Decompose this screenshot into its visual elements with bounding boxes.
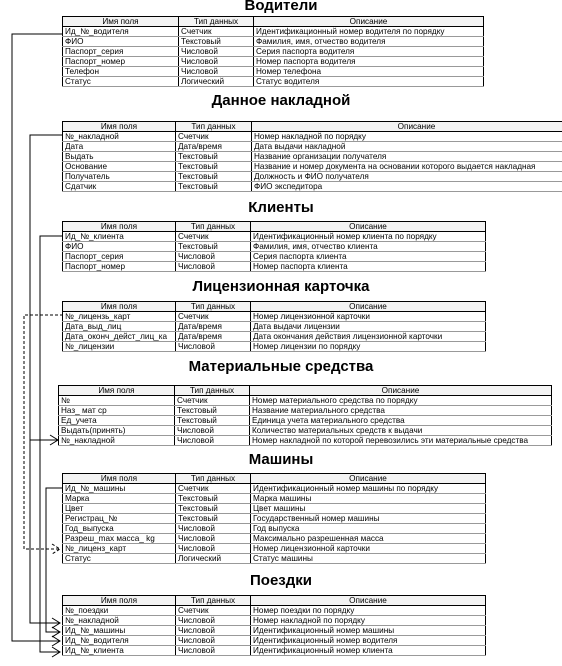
- col-field-name: Имя поля: [63, 222, 176, 232]
- table-row: [59, 406, 552, 416]
- table-row: [63, 646, 486, 656]
- field-type: Текстовый: [175, 416, 250, 426]
- field-description: Год выпуска: [251, 524, 486, 534]
- field-description: Номер лицензионной карточки: [251, 312, 486, 322]
- col-data-type: Тип данных: [179, 17, 254, 27]
- field-description: Государственный номер машины: [251, 514, 486, 524]
- field-name: Паспорт_серия: [63, 47, 179, 57]
- table-row: [63, 342, 486, 352]
- field-name: №: [59, 396, 175, 406]
- col-data-type: Тип данных: [176, 596, 251, 606]
- table-row: [63, 47, 484, 57]
- field-name: ФИО: [63, 37, 179, 47]
- field-description: Единица учета материального средства: [250, 416, 552, 426]
- field-description: Номер накладной по порядку: [251, 616, 486, 626]
- col-description: Описание: [250, 386, 552, 396]
- field-description: Идентификационный номер клиента по порядку: [251, 232, 486, 242]
- field-description: Максимально разрешенная масса: [251, 534, 486, 544]
- field-name: Ед_учета: [59, 416, 175, 426]
- field-name: Наз_ мат ср: [59, 406, 175, 416]
- field-name: Основание: [63, 162, 176, 172]
- header-row: [59, 386, 552, 396]
- field-description: Номер паспорта водителя: [254, 57, 484, 67]
- header-row: [63, 596, 486, 606]
- header-row: [63, 222, 486, 232]
- field-type: Числовой: [179, 47, 254, 57]
- field-description: Фамилия, имя, отчество водителя: [254, 37, 484, 47]
- col-field-name: Имя поля: [63, 302, 176, 312]
- fields-table: [62, 473, 486, 564]
- col-field-name: Имя поля: [63, 474, 176, 484]
- table-row: [63, 57, 484, 67]
- field-type: Текстовый: [176, 242, 251, 252]
- field-description: Статус водителя: [254, 77, 484, 87]
- table-row: [63, 494, 486, 504]
- field-name: №_лицензии: [63, 342, 176, 352]
- col-data-type: Тип данных: [176, 302, 251, 312]
- col-field-name: Имя поля: [63, 17, 179, 27]
- field-name: Ид_№_клиента: [63, 646, 176, 656]
- table-row: [59, 426, 552, 436]
- table-row: [63, 242, 486, 252]
- field-name: Дата_выд_лиц: [63, 322, 176, 332]
- field-type: Счетчик: [176, 232, 251, 242]
- col-field-name: Имя поля: [63, 122, 176, 132]
- col-description: Описание: [252, 122, 562, 132]
- field-name: Паспорт_номер: [63, 57, 179, 67]
- fields-table: [58, 385, 552, 446]
- field-name: №_накладной: [63, 132, 176, 142]
- col-field-name: Имя поля: [63, 596, 176, 606]
- field-name: Регистрац_№: [63, 514, 176, 524]
- field-description: Количество материальных средств к выдачи: [250, 426, 552, 436]
- field-description: Дата выдачи накладной: [252, 142, 562, 152]
- table-row: [63, 312, 486, 322]
- table-row: [59, 396, 552, 406]
- table-row: [59, 436, 552, 446]
- field-description: Номер телефона: [254, 67, 484, 77]
- table-row: [63, 132, 562, 142]
- entity-title: Лицензионная карточка: [192, 278, 370, 295]
- field-description: Идентификационный номер машины по порядку: [251, 484, 486, 494]
- table-row: [63, 514, 486, 524]
- field-name: №_поездки: [63, 606, 176, 616]
- field-type: Счетчик: [179, 27, 254, 37]
- fields-table: [62, 595, 486, 656]
- table-row: [63, 534, 486, 544]
- field-name: Получатель: [63, 172, 176, 182]
- table-row: [63, 332, 486, 342]
- field-name: Ид_№_машины: [63, 484, 176, 494]
- field-name: Разреш_max масса_ kg: [63, 534, 176, 544]
- col-description: Описание: [254, 17, 484, 27]
- field-name: №_накладной: [63, 616, 176, 626]
- field-type: Счетчик: [176, 484, 251, 494]
- field-type: Числовой: [175, 426, 250, 436]
- field-type: Дата/время: [176, 142, 252, 152]
- fields-table: [62, 121, 562, 192]
- field-description: Идентификационный номер клиента: [251, 646, 486, 656]
- entity-title: Клиенты: [248, 199, 314, 216]
- col-data-type: Тип данных: [176, 122, 252, 132]
- field-description: Серия паспорта клиента: [251, 252, 486, 262]
- field-name: №_лиценз_карт: [63, 544, 176, 554]
- table-row: [63, 626, 486, 636]
- table-row: [63, 636, 486, 646]
- field-description: Название материального средства: [250, 406, 552, 416]
- table-row: [63, 232, 486, 242]
- field-type: Текстовый: [179, 37, 254, 47]
- field-type: Текстовый: [176, 504, 251, 514]
- field-type: Счетчик: [175, 396, 250, 406]
- table-row: [63, 142, 562, 152]
- field-description: Идентификационный номер водителя: [251, 636, 486, 646]
- field-name: ФИО: [63, 242, 176, 252]
- field-description: Номер накладной по порядку: [252, 132, 562, 142]
- col-data-type: Тип данных: [176, 474, 251, 484]
- field-description: ФИО экспедитора: [252, 182, 562, 192]
- col-description: Описание: [251, 596, 486, 606]
- field-description: Цвет машины: [251, 504, 486, 514]
- table-row: [63, 37, 484, 47]
- field-type: Дата/время: [176, 322, 251, 332]
- field-type: Числовой: [176, 342, 251, 352]
- header-row: [63, 302, 486, 312]
- field-type: Счетчик: [176, 312, 251, 322]
- field-name: Выдать: [63, 152, 176, 162]
- field-type: Числовой: [176, 544, 251, 554]
- field-name: Ид_№_клиента: [63, 232, 176, 242]
- entity-title: Данное накладной: [211, 92, 351, 109]
- field-description: Должность и ФИО получателя: [252, 172, 562, 182]
- entity-title: Водители: [244, 0, 318, 14]
- field-description: Название и номер документа на основании которого выдается накладная: [252, 162, 562, 172]
- field-type: Числовой: [176, 262, 251, 272]
- table-row: [63, 162, 562, 172]
- field-type: Счетчик: [176, 132, 252, 142]
- field-name: Дата_оконч_дейст_лиц_ка: [63, 332, 176, 342]
- table-row: [63, 524, 486, 534]
- field-name: Дата: [63, 142, 176, 152]
- table-row: [63, 67, 484, 77]
- table-row: [63, 182, 562, 192]
- field-description: Название организации получателя: [252, 152, 562, 162]
- field-type: Текстовый: [176, 494, 251, 504]
- field-type: Числовой: [176, 524, 251, 534]
- field-name: Ид_№_машины: [63, 626, 176, 636]
- fields-table: [62, 16, 484, 87]
- field-type: Числовой: [176, 646, 251, 656]
- link-cars-trips: [46, 488, 63, 632]
- table-row: [63, 484, 486, 494]
- field-type: Числовой: [179, 57, 254, 67]
- table-row: [63, 262, 486, 272]
- field-description: Номер лицензионной карточки: [251, 544, 486, 554]
- table-row: [59, 416, 552, 426]
- header-row: [63, 122, 562, 132]
- fields-table: [62, 301, 486, 352]
- field-description: Марка машины: [251, 494, 486, 504]
- col-field-name: Имя поля: [59, 386, 175, 396]
- field-description: Номер материального средства по порядку: [250, 396, 552, 406]
- col-description: Описание: [251, 474, 486, 484]
- table-row: [63, 606, 486, 616]
- crowfoot-license: [52, 544, 60, 554]
- field-type: Текстовый: [175, 406, 250, 416]
- field-name: №_накладной: [59, 436, 175, 446]
- field-type: Логический: [176, 554, 251, 564]
- field-description: Серия паспорта водителя: [254, 47, 484, 57]
- col-description: Описание: [251, 222, 486, 232]
- table-row: [63, 616, 486, 626]
- crowfoot-clients: [52, 647, 60, 657]
- field-description: Идентификационный номер машины: [251, 626, 486, 636]
- table-row: [63, 77, 484, 87]
- field-name: №_лицензь_карт: [63, 312, 176, 322]
- field-name: Сдатчик: [63, 182, 176, 192]
- field-type: Текстовый: [176, 172, 252, 182]
- entity-title: Материальные средства: [188, 358, 374, 375]
- field-type: Числовой: [176, 616, 251, 626]
- field-name: Статус: [63, 554, 176, 564]
- field-type: Числовой: [176, 252, 251, 262]
- field-description: Статус машины: [251, 554, 486, 564]
- table-row: [63, 27, 484, 37]
- field-type: Дата/время: [176, 332, 251, 342]
- header-row: [63, 17, 484, 27]
- fields-table: [62, 221, 486, 272]
- field-description: Фамилия, имя, отчество клиента: [251, 242, 486, 252]
- header-row: [63, 474, 486, 484]
- field-name: Паспорт_серия: [63, 252, 176, 262]
- field-type: Счетчик: [176, 606, 251, 616]
- table-row: [63, 252, 486, 262]
- col-description: Описание: [251, 302, 486, 312]
- field-name: Год_выпуска: [63, 524, 176, 534]
- field-name: Выдать(принять): [59, 426, 175, 436]
- link-driver-trips: [12, 34, 63, 641]
- table-row: [63, 504, 486, 514]
- crowfoot-driver: [52, 636, 60, 646]
- field-type: Числовой: [176, 534, 251, 544]
- field-type: Числовой: [176, 636, 251, 646]
- field-type: Числовой: [176, 626, 251, 636]
- table-row: [63, 554, 486, 564]
- field-description: Номер накладной по которой перевозились эти материальные средства: [250, 436, 552, 446]
- entity-title: Машины: [248, 451, 314, 468]
- field-description: Номер поездки по порядку: [251, 606, 486, 616]
- field-description: Дата выдачи лицензии: [251, 322, 486, 332]
- field-name: Телефон: [63, 67, 179, 77]
- table-row: [63, 544, 486, 554]
- col-data-type: Тип данных: [175, 386, 250, 396]
- field-type: Текстовый: [176, 162, 252, 172]
- field-name: Ид_№_водителя: [63, 636, 176, 646]
- entity-title: Поездки: [250, 572, 312, 589]
- field-name: Паспорт_номер: [63, 262, 176, 272]
- field-type: Числовой: [179, 67, 254, 77]
- field-description: Номер паспорта клиента: [251, 262, 486, 272]
- field-description: Номер лицензии по порядку: [251, 342, 486, 352]
- field-type: Числовой: [175, 436, 250, 446]
- field-name: Марка: [63, 494, 176, 504]
- field-description: Идентификационный номер водителя по порядку: [254, 27, 484, 37]
- crowfoot-cars: [52, 627, 60, 637]
- crowfoot-waybill-materials: [50, 435, 58, 445]
- field-type: Текстовый: [176, 182, 252, 192]
- field-name: Ид_№_водителя: [63, 27, 179, 37]
- field-type: Текстовый: [176, 152, 252, 162]
- field-type: Текстовый: [176, 514, 251, 524]
- crowfoot-waybill-trips: [52, 618, 60, 628]
- table-row: [63, 172, 562, 182]
- col-data-type: Тип данных: [176, 222, 251, 232]
- field-name: Цвет: [63, 504, 176, 514]
- table-row: [63, 322, 486, 332]
- table-row: [63, 152, 562, 162]
- field-name: Статус: [63, 77, 179, 87]
- field-description: Дата окончания действия лицензионной карточки: [251, 332, 486, 342]
- field-type: Логический: [179, 77, 254, 87]
